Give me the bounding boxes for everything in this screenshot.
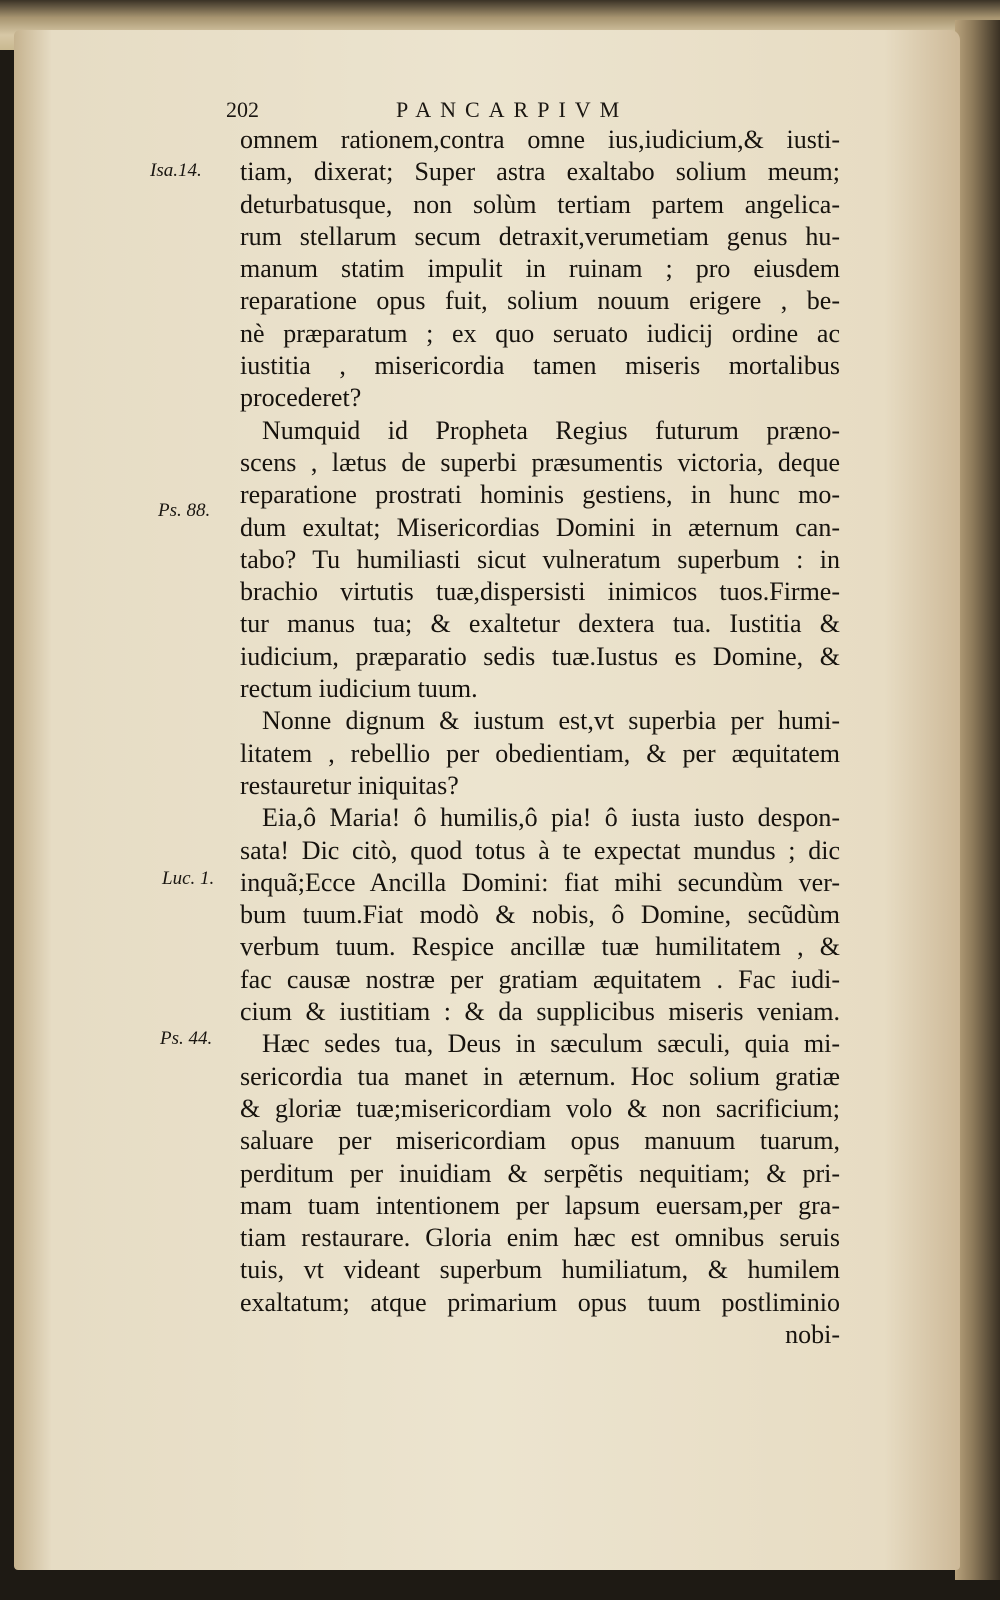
text-line: manum statim impulit in ruinam ; pro eiusdem — [240, 254, 840, 284]
text-line: sericordia tua manet in æternum. Hoc solium gratiæ — [240, 1061, 840, 1091]
text-line: bum tuum.Fiat modò & nobis, ô Domine, secũdùm — [240, 900, 840, 930]
text-line: Numquid id Propheta Regius futurum præno- — [262, 415, 840, 445]
text-line: mam tuam intentionem per lapsum euersam,per gra- — [240, 1190, 840, 1220]
catchword: nobi- — [785, 1319, 840, 1349]
body-text — [240, 124, 840, 1351]
text-line: reparatione prostrati hominis gestiens, in hunc mo- — [240, 480, 840, 510]
text-line: iustitia , misericordia tamen miseris mortalibus — [240, 351, 840, 381]
text-line: deturbatusque, non solùm tertiam partem angelica- — [240, 189, 840, 219]
text-line: rum stellarum secum detraxit,verumetiam genus hu- — [240, 221, 840, 251]
text-line: fac causæ nostræ per gratiam æquitatem . Fac iudi- — [240, 964, 840, 994]
text-line: tur manus tua; & exaltetur dextera tua. Iustitia & — [240, 609, 840, 639]
text-line: inquã;Ecce Ancilla Domini: fiat mihi secundùm ver- — [240, 867, 840, 897]
text-line: Eia,ô Maria! ô humilis,ô pia! ô iusta iusto despon- — [262, 803, 840, 833]
text-line: procederet? — [240, 383, 362, 413]
text-line: verbum tuum. Respice ancillæ tuæ humilitatem , & — [240, 932, 840, 962]
text-line: omnem rationem,contra omne ius,iudicium,& iusti- — [240, 125, 840, 154]
text-line: scens , lætus de superbi præsumentis victoria, deque — [240, 447, 840, 477]
text-line: tuis, vt videant superbum humiliatum, & humilem — [240, 1255, 840, 1285]
text-line: perditum per inuidiam & serpẽtis nequitiam; & pri- — [240, 1158, 840, 1188]
text-line: Hæc sedes tua, Deus in sæculum sæculi, quia mi- — [262, 1029, 840, 1059]
page-number: 202 — [226, 97, 259, 122]
text-line: & gloriæ tuæ;misericordiam volo & non sacrificium; — [240, 1093, 840, 1123]
text-line: exaltatum; atque primarium opus tuum postliminio — [240, 1287, 840, 1317]
margin-note-luke: Luc. 1. — [162, 868, 215, 889]
margin-note-isaiah: Isa.14. — [150, 160, 202, 181]
text-line: restauretur iniquitas? — [240, 770, 459, 800]
text-line: cium & iustitiam : & da supplicibus miseris veniam. — [240, 997, 840, 1027]
text-line: nè præparatum ; ex quo seruato iudicij ordine ac — [240, 318, 840, 348]
text-line: tabo? Tu humiliasti sicut vulneratum superbum : in — [240, 544, 840, 574]
text-line: iudicium, præparatio sedis tuæ.Iustus es Domine, & — [240, 641, 840, 671]
text-line: rectum iudicium tuum. — [240, 674, 478, 704]
book-right-edge — [955, 20, 1000, 1580]
text-line: brachio virtutis tuæ,dispersisti inimicos tuos.Firme- — [240, 577, 840, 607]
margin-note-psalm-44: Ps. 44. — [160, 1028, 213, 1049]
running-head: PANCARPIVM — [396, 97, 629, 122]
text-line: saluare per misericordiam opus manuum tuarum, — [240, 1126, 840, 1156]
text-line: tiam restaurare. Gloria enim hæc est omnibus seruis — [240, 1223, 840, 1253]
text-line: litatem , rebellio per obedientiam, & per æquitatem — [240, 738, 840, 768]
text-line: tiam, dixerat; Super astra exaltabo solium meum; — [240, 157, 840, 187]
text-line: sata! Dic citò, quod totus à te expectat mundus ; dic — [240, 835, 840, 865]
text-line: reparatione opus fuit, solium nouum erigere , be- — [240, 286, 840, 316]
text-line: Nonne dignum & iustum est,vt superbia per humi- — [262, 706, 840, 736]
margin-note-psalm-88: Ps. 88. — [158, 500, 211, 521]
text-line: dum exultat; Misericordias Domini in æternum can- — [240, 512, 840, 542]
